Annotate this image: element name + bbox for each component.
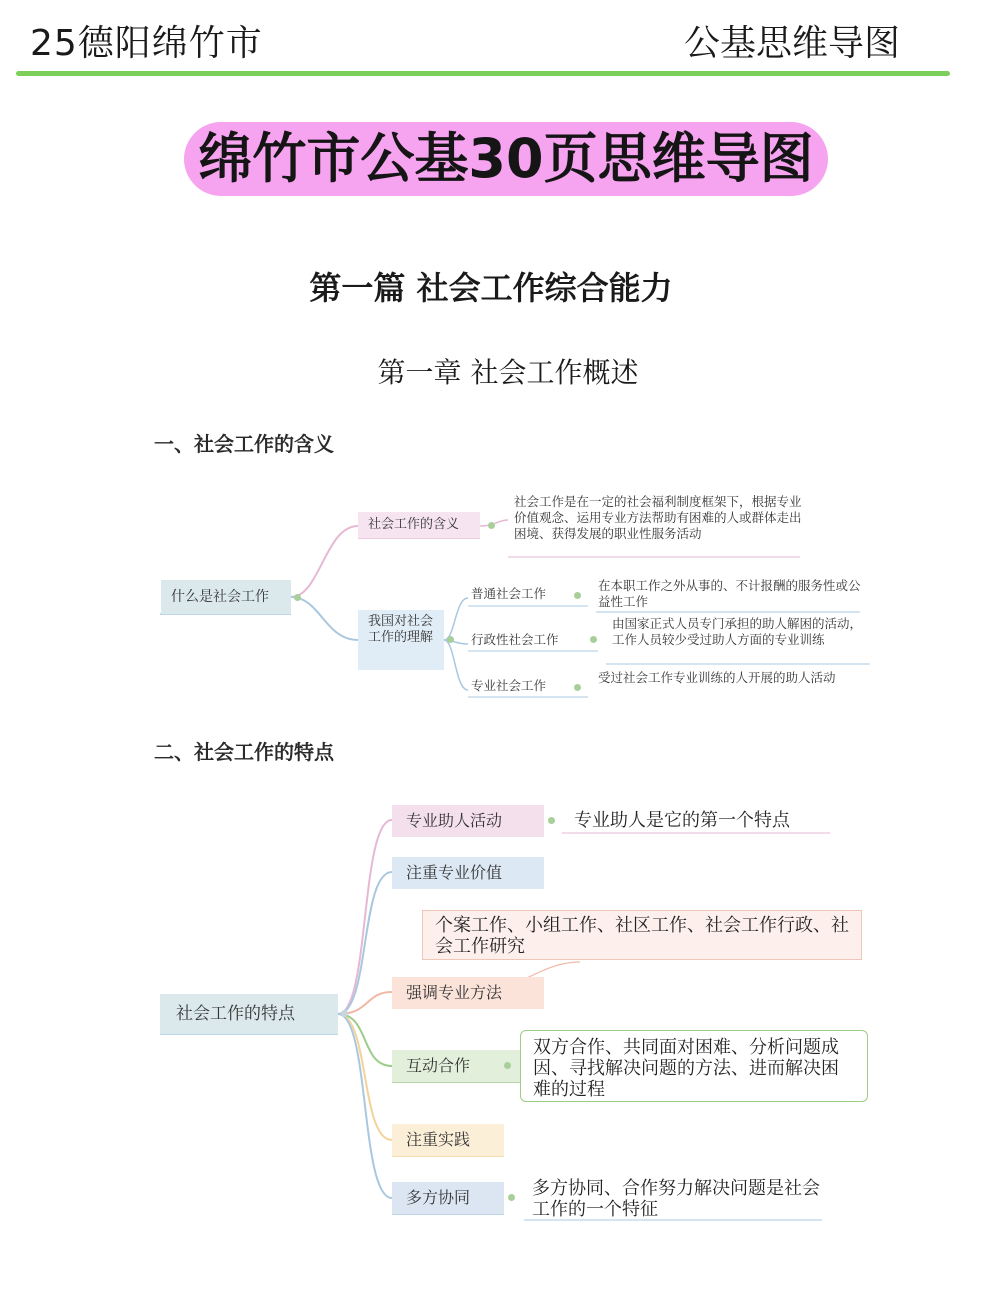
header-right-title: 公基思维导图 (684, 23, 901, 64)
connector-dot (574, 684, 581, 691)
section1-title: 一、社会工作的含义 (154, 432, 334, 456)
type-label-admin: 行政性社会工作 (471, 632, 559, 647)
branch-collaboration-desc: 多方协同、合作努力解决问题是社会工作的一个特征 (532, 1178, 820, 1220)
type-label-general: 普通社会工作 (471, 586, 547, 601)
connector-dot (341, 1010, 348, 1017)
chapter-title: 第一章 社会工作概述 (377, 356, 639, 389)
branch-professional-help-desc: 专业助人是它的第一个特点 (574, 810, 790, 831)
mindmap1-root: 什么是社会工作 (161, 580, 291, 614)
connector-dot (574, 592, 581, 599)
branch-interaction: 互动合作 (392, 1050, 520, 1082)
header-left-title: 25德阳绵竹市 (30, 23, 263, 64)
branch-methods-desc: 个案工作、小组工作、社区工作、社会工作行政、社会工作研究 (422, 910, 862, 960)
connector-dot (590, 636, 597, 643)
type-label-professional: 专业社会工作 (471, 678, 547, 693)
connector-dot (504, 1062, 511, 1069)
branch-professional-help: 专业助人活动 (392, 805, 544, 837)
branch-practice: 注重实践 (392, 1124, 504, 1156)
branch-methods: 强调专业方法 (392, 977, 544, 1009)
branch-interaction-desc: 双方合作、共同面对困难、分析问题成因、寻找解决问题的方法、进而解决困难的过程 (520, 1030, 868, 1102)
connector-dot (508, 1194, 515, 1201)
type-desc-professional: 受过社会工作专业训练的人开展的助人活动 (598, 670, 836, 685)
mindmap2-root: 社会工作的特点 (160, 994, 338, 1034)
connector-dot (488, 522, 495, 529)
type-desc-admin: 由国家正式人员专门承担的助人解困的活动，工作人员较少受过助人方面的专业训练 (612, 616, 863, 647)
connector-dot (447, 636, 454, 643)
connector-dot (294, 594, 301, 601)
banner-title: 绵竹市公基30页思维导图 (184, 122, 828, 196)
meaning-text: 社会工作是在一定的社会福利制度框架下，根据专业价值观念、运用专业方法帮助有困难的人或群体走出困境、获得发展的职业性服务活动 (514, 494, 802, 541)
connector-dot (548, 817, 555, 824)
branch-collaboration: 多方协同 (392, 1182, 504, 1214)
section2-title: 二、社会工作的特点 (154, 740, 334, 764)
understanding-node: 我国对社会工作的理解 (358, 610, 444, 670)
branch-values: 注重专业价值 (392, 857, 544, 889)
type-desc-general: 在本职工作之外从事的、不计报酬的服务性或公益性工作 (598, 578, 861, 609)
part-title: 第一篇 社会工作综合能力 (309, 269, 673, 307)
meaning-node: 社会工作的含义 (358, 512, 480, 538)
